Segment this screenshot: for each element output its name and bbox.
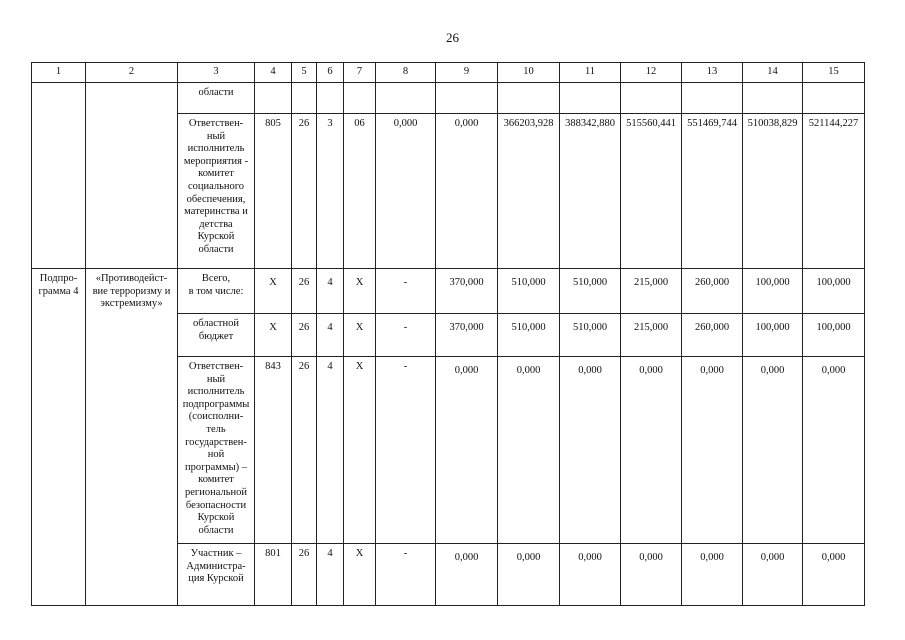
header-cell: 3 — [178, 63, 255, 83]
executor-cell: Ответствен- ный исполнитель подпрограммы (соисполни- тель государствен- ной программы) – комитет региональной безопасности Курской области — [178, 357, 255, 544]
data-cell: 100,000 — [803, 314, 865, 357]
header-cell: 5 — [292, 63, 317, 83]
header-cell: 9 — [436, 63, 498, 83]
data-cell — [376, 83, 436, 114]
data-cell: 0,000 — [621, 544, 682, 606]
subprogram-number: Подпро- грамма 4 — [32, 269, 86, 606]
data-cell: 805 — [255, 114, 292, 269]
header-cell: 15 — [803, 63, 865, 83]
data-cell — [560, 83, 621, 114]
data-cell: 260,000 — [682, 314, 743, 357]
header-cell: 6 — [317, 63, 344, 83]
data-cell — [621, 83, 682, 114]
data-cell: 0,000 — [743, 357, 803, 544]
header-cell: 12 — [621, 63, 682, 83]
data-cell: 26 — [292, 269, 317, 314]
data-cell: 510,000 — [498, 314, 560, 357]
data-cell: - — [376, 357, 436, 544]
data-cell: 366203,928 — [498, 114, 560, 269]
data-cell — [682, 83, 743, 114]
executor-cell: Участник – Администра- ция Курской — [178, 544, 255, 606]
data-cell: 4 — [317, 357, 344, 544]
data-cell: Х — [344, 357, 376, 544]
data-cell: 4 — [317, 269, 344, 314]
data-cell: 100,000 — [743, 314, 803, 357]
data-cell: 4 — [317, 314, 344, 357]
header-row — [32, 63, 865, 83]
data-cell: 0,000 — [560, 357, 621, 544]
data-cell: 521144,227 — [803, 114, 865, 269]
table-row — [32, 83, 865, 114]
data-cell — [803, 83, 865, 114]
data-cell: 0,000 — [803, 357, 865, 544]
data-cell: 0,000 — [682, 544, 743, 606]
data-cell: 551469,744 — [682, 114, 743, 269]
data-cell: 26 — [292, 314, 317, 357]
empty-cell — [32, 83, 86, 269]
data-cell: 4 — [317, 544, 344, 606]
data-cell: 06 — [344, 114, 376, 269]
data-cell: 0,000 — [682, 357, 743, 544]
data-cell: 510,000 — [560, 314, 621, 357]
data-cell: Х — [344, 544, 376, 606]
data-cell: 370,000 — [436, 314, 498, 357]
data-cell: Х — [255, 314, 292, 357]
data-cell: 0,000 — [436, 114, 498, 269]
data-cell: 26 — [292, 544, 317, 606]
data-cell: 215,000 — [621, 314, 682, 357]
data-cell: 801 — [255, 544, 292, 606]
data-cell: 100,000 — [743, 269, 803, 314]
data-cell: 0,000 — [803, 544, 865, 606]
executor-cell: области — [178, 83, 255, 114]
empty-cell — [86, 83, 178, 269]
data-cell: 100,000 — [803, 269, 865, 314]
data-cell: 370,000 — [436, 269, 498, 314]
executor-cell: областной бюджет — [178, 314, 255, 357]
data-cell — [436, 83, 498, 114]
data-cell: - — [376, 314, 436, 357]
data-cell — [292, 83, 317, 114]
executor-cell: Ответствен- ный исполнитель мероприятия - комитет социального обеспечения, материнства и детства Курской области — [178, 114, 255, 269]
subprogram-title: «Противодейст- вие терроризму и экстремизму» — [86, 269, 178, 606]
header-cell: 13 — [682, 63, 743, 83]
data-cell: Х — [344, 269, 376, 314]
data-cell: 843 — [255, 357, 292, 544]
data-cell — [255, 83, 292, 114]
data-cell — [743, 83, 803, 114]
header-cell: 2 — [86, 63, 178, 83]
header-cell: 1 — [32, 63, 86, 83]
data-cell: 3 — [317, 114, 344, 269]
data-cell: 26 — [292, 357, 317, 544]
data-cell: 0,000 — [436, 544, 498, 606]
data-cell: Х — [344, 314, 376, 357]
header-cell: 11 — [560, 63, 621, 83]
data-cell: 510038,829 — [743, 114, 803, 269]
data-cell — [498, 83, 560, 114]
data-cell: 260,000 — [682, 269, 743, 314]
header-cell: 10 — [498, 63, 560, 83]
data-cell: 0,000 — [376, 114, 436, 269]
budget-table — [31, 62, 865, 606]
data-cell: 388342,880 — [560, 114, 621, 269]
data-cell: 510,000 — [498, 269, 560, 314]
data-cell — [344, 83, 376, 114]
data-cell: 0,000 — [743, 544, 803, 606]
table-row — [32, 269, 865, 314]
data-cell: 510,000 — [560, 269, 621, 314]
data-cell: 0,000 — [498, 357, 560, 544]
data-cell — [317, 83, 344, 114]
data-cell: 0,000 — [621, 357, 682, 544]
data-cell: 0,000 — [498, 544, 560, 606]
data-cell: 515560,441 — [621, 114, 682, 269]
executor-cell: Всего, в том числе: — [178, 269, 255, 314]
header-cell: 4 — [255, 63, 292, 83]
data-cell: Х — [255, 269, 292, 314]
header-cell: 8 — [376, 63, 436, 83]
data-cell: 0,000 — [560, 544, 621, 606]
data-cell: - — [376, 544, 436, 606]
header-cell: 7 — [344, 63, 376, 83]
data-cell: 0,000 — [436, 357, 498, 544]
page-number: 26 — [446, 30, 459, 45]
header-cell: 14 — [743, 63, 803, 83]
data-cell: - — [376, 269, 436, 314]
data-cell: 215,000 — [621, 269, 682, 314]
data-cell: 26 — [292, 114, 317, 269]
